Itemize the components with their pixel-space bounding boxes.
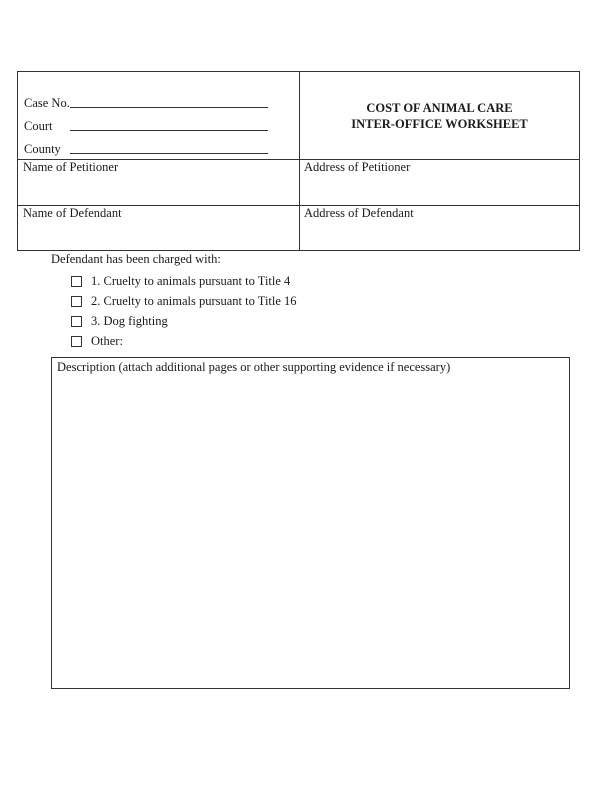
case-number-row xyxy=(24,88,294,111)
petitioner-address-label: Address of Petitioner xyxy=(304,160,411,174)
form-title-line-1: COST OF ANIMAL CARE xyxy=(366,101,513,115)
checkbox-title-16[interactable] xyxy=(71,296,82,307)
petitioner-name-label: Name of Petitioner xyxy=(23,160,119,174)
charge-option-other[interactable] xyxy=(71,331,297,351)
petitioner-name-cell[interactable] xyxy=(23,160,297,205)
checkbox-dog-fighting[interactable] xyxy=(71,316,82,327)
charge-option-dog-fighting[interactable] xyxy=(71,311,297,331)
charge-options-list xyxy=(71,271,297,351)
defendant-name-cell[interactable] xyxy=(23,206,297,250)
description-box[interactable] xyxy=(51,357,570,689)
checkbox-title-4[interactable] xyxy=(71,276,82,287)
checkbox-other[interactable] xyxy=(71,336,82,347)
court-label: Court xyxy=(24,119,53,133)
form-title-line-2: INTER-OFFICE WORKSHEET xyxy=(351,117,528,131)
case-info-block xyxy=(24,88,294,157)
charge-option-label: Other: xyxy=(91,333,123,348)
case-header-table xyxy=(17,71,580,251)
county-row xyxy=(24,134,294,157)
defendant-address-label: Address of Defendant xyxy=(304,206,414,220)
charges-intro: Defendant has been charged with: xyxy=(51,252,221,266)
county-field[interactable] xyxy=(70,153,268,154)
description-label: Description (attach additional pages or other supporting evidence if necessary) xyxy=(57,360,451,374)
charge-option-title-4[interactable] xyxy=(71,271,297,291)
court-field[interactable] xyxy=(70,130,268,131)
county-label: County xyxy=(24,142,61,156)
petitioner-address-cell[interactable] xyxy=(304,160,578,205)
charge-option-label: 1. Cruelty to animals pursuant to Title 4 xyxy=(91,273,291,288)
court-row xyxy=(24,111,294,134)
case-number-field[interactable] xyxy=(70,107,268,108)
form-title xyxy=(300,72,579,160)
case-number-label: Case No. xyxy=(24,96,70,110)
charge-option-label: 2. Cruelty to animals pursuant to Title 16 xyxy=(91,293,297,308)
charge-option-title-16[interactable] xyxy=(71,291,297,311)
charge-option-label: 3. Dog fighting xyxy=(91,313,168,328)
defendant-name-label: Name of Defendant xyxy=(23,206,122,220)
defendant-address-cell[interactable] xyxy=(304,206,578,250)
